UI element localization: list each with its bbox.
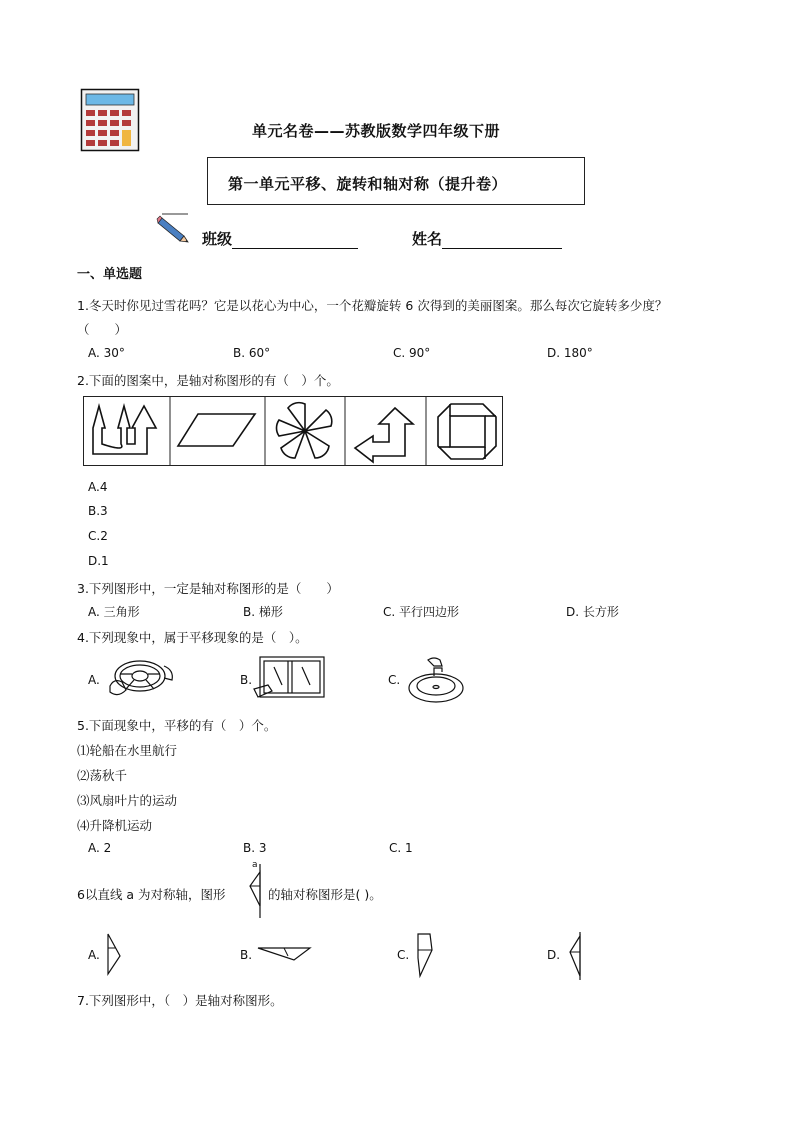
exam-title: 单元名卷——苏教版数学四年级下册: [252, 122, 501, 140]
class-blank[interactable]: [232, 234, 358, 249]
class-label: 班级: [202, 230, 233, 248]
q1-option-d[interactable]: D. 180°: [547, 346, 593, 360]
q5-text: 5.下面现象中，平移的有（ ）个。: [77, 718, 277, 733]
q1-option-c[interactable]: C. 90°: [393, 346, 431, 360]
pencil-icon: [158, 212, 190, 244]
q1-paren: （ ）: [77, 322, 128, 337]
q6-option-a[interactable]: A.: [88, 948, 100, 962]
q2-pattern-figures: [83, 396, 503, 466]
q3-option-a[interactable]: A. 三角形: [88, 605, 140, 619]
q6-option-c-figure: [414, 930, 436, 980]
q6-text-before: 6以直线 a 为对称轴，图形: [77, 887, 226, 902]
q5-option-a[interactable]: A. 2: [88, 841, 112, 855]
q7-text: 7.下列图形中，（ ）是轴对称图形。: [77, 993, 283, 1008]
calculator-icon: [81, 89, 139, 151]
q2-text: 2.下面的图案中，是轴对称图形的有（ ）个。: [77, 373, 339, 388]
q6-option-d[interactable]: D.: [547, 948, 561, 962]
q3-option-b[interactable]: B. 梯形: [243, 605, 283, 619]
q4-option-a[interactable]: A.: [88, 673, 100, 687]
q4-option-c[interactable]: C.: [388, 673, 401, 687]
q6-axis-label: a: [252, 860, 258, 870]
q6-option-a-figure: [104, 930, 124, 978]
sliding-window-image: [254, 655, 326, 701]
faucet-basin-image: [404, 654, 466, 706]
q3-text: 3.下列图形中，一定是轴对称图形的是（ ）: [77, 581, 339, 596]
q3-option-d[interactable]: D. 长方形: [566, 605, 619, 619]
octagon-figure: [438, 404, 496, 459]
q6-text-after: 的轴对称图形是( )。: [268, 887, 382, 902]
section-title: 一、单选题: [77, 267, 143, 282]
name-field[interactable]: [412, 228, 562, 249]
name-label: 姓名: [412, 230, 443, 248]
q6-reference-figure: [244, 862, 270, 920]
q5-item-2: ⑵荡秋千: [77, 768, 128, 783]
name-blank[interactable]: [442, 234, 562, 249]
exam-subtitle: 第一单元平移、旋转和轴对称（提升卷）: [228, 175, 508, 193]
q2-option-d[interactable]: D.1: [88, 554, 109, 568]
q5-item-3: ⑶风扇叶片的运动: [77, 793, 178, 808]
parallelogram-figure: [178, 414, 255, 446]
q6-option-b-figure: [256, 942, 312, 964]
q6-option-d-figure: [564, 930, 586, 982]
q6-option-c[interactable]: C.: [397, 948, 410, 962]
q4-option-b[interactable]: B.: [240, 673, 253, 687]
q5-option-b[interactable]: B. 3: [243, 841, 267, 855]
fan-figure: [276, 403, 331, 458]
q1-option-a[interactable]: A. 30°: [88, 346, 125, 360]
q4-text: 4.下列现象中，属于平移现象的是（ ）。: [77, 630, 308, 645]
q5-item-1: ⑴轮船在水里航行: [77, 743, 178, 758]
steering-wheel-image: [104, 656, 176, 698]
q2-option-b[interactable]: B.3: [88, 504, 108, 518]
three-arrows-figure: [93, 406, 156, 454]
q2-option-a[interactable]: A.4: [88, 480, 108, 494]
q5-option-c[interactable]: C. 1: [389, 841, 413, 855]
q2-option-c[interactable]: C.2: [88, 529, 108, 543]
q1-option-b[interactable]: B. 60°: [233, 346, 271, 360]
q5-item-4: ⑷升降机运动: [77, 818, 153, 833]
bent-arrow-figure: [355, 408, 413, 462]
q6-option-b[interactable]: B.: [240, 948, 253, 962]
q3-option-c[interactable]: C. 平行四边形: [383, 605, 460, 619]
class-field[interactable]: [202, 228, 358, 249]
q1-text: 1.冬天时你见过雪花吗？它是以花心为中心，一个花瓣旋转 6 次得到的美丽图案。那么每次它旋转多少度？: [77, 298, 668, 313]
